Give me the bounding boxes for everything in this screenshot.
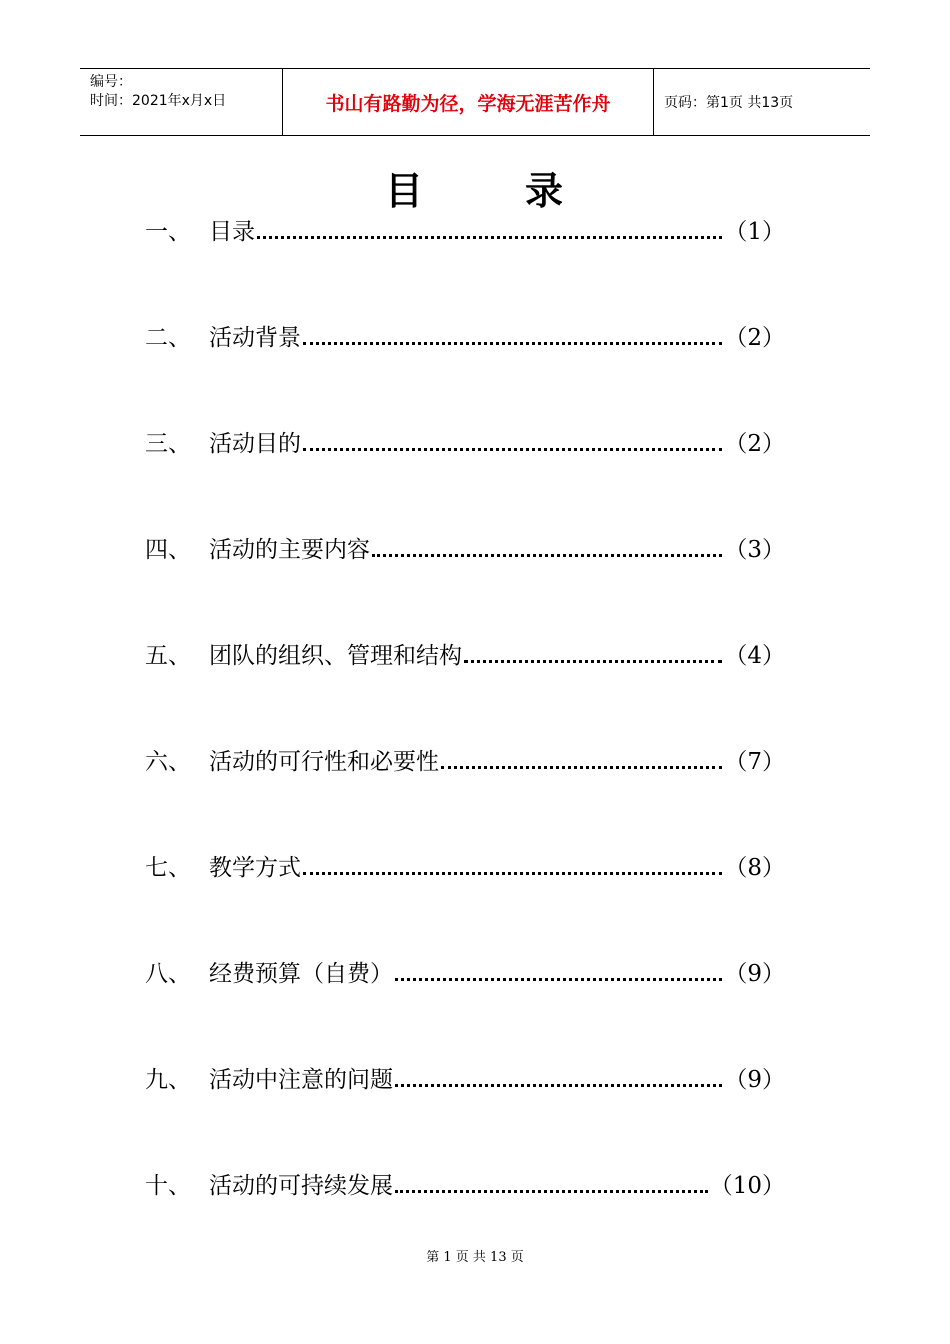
toc-leader-dots [464,638,722,663]
toc-leader-dots [303,850,722,875]
toc-leader-dots [257,214,722,239]
toc-leader-dots [395,1062,722,1087]
toc-item-number: 三、 [145,431,191,457]
toc-item-label: 活动背景 [209,325,301,351]
table-of-contents [145,214,785,1274]
toc-item [145,320,785,426]
toc-item-label: 经费预算（自费） [209,961,393,987]
toc-item [145,744,785,850]
toc-item-label: 目录 [209,219,255,245]
toc-item-number: 二、 [145,325,191,351]
toc-item-label: 活动目的 [209,431,301,457]
toc-leader-dots [372,532,722,557]
toc-item [145,956,785,1062]
toc-item [145,638,785,744]
toc-item-label: 团队的组织、管理和结构 [209,643,462,669]
title-part-2: 录 [525,169,566,213]
header-page-info: 页码：第1页 共13页 [664,95,794,111]
toc-item-page: （2） [724,431,785,457]
header-motto: 书山有路勤为径，学海无涯苦作舟 [282,69,654,135]
toc-item-page: （9） [724,961,785,987]
toc-item-number: 四、 [145,537,191,563]
toc-item-label: 活动中注意的问题 [209,1067,393,1093]
toc-item-page: （10） [709,1173,785,1199]
toc-item-label: 活动的可行性和必要性 [209,749,439,775]
toc-item [145,1062,785,1168]
toc-item-label: 活动的可持续发展 [209,1173,393,1199]
header-meta [80,69,282,135]
toc-item-number: 八、 [145,961,191,987]
toc-item [145,426,785,532]
toc-item [145,850,785,956]
toc-item-number: 一、 [145,219,191,245]
toc-item-page: （2） [724,325,785,351]
toc-item-number: 六、 [145,749,191,775]
toc-item-page: （3） [724,537,785,563]
toc-item-label: 活动的主要内容 [209,537,370,563]
toc-item-page: （9） [724,1067,785,1093]
toc-item-page: （1） [724,219,785,245]
toc-item-page: （7） [724,749,785,775]
page-header [80,68,870,136]
toc-leader-dots [303,320,722,345]
page-title [0,160,950,215]
toc-item-number: 五、 [145,643,191,669]
toc-item [145,214,785,320]
toc-item [145,532,785,638]
toc-item-number: 七、 [145,855,191,881]
toc-item-number: 九、 [145,1067,191,1093]
toc-item-page: （4） [724,643,785,669]
toc-leader-dots [441,744,722,769]
toc-item-label: 教学方式 [209,855,301,881]
title-part-1: 目 [384,169,425,213]
toc-leader-dots [395,1168,708,1193]
page-footer: 第 1 页 共 13 页 [426,1250,524,1265]
toc-item-number: 十、 [145,1173,191,1199]
serial-label: 编号： [90,74,132,90]
time-label: 时间：2021年x月x日 [90,93,227,109]
toc-leader-dots [303,426,722,451]
toc-leader-dots [395,956,722,981]
toc-item-page: （8） [724,855,785,881]
